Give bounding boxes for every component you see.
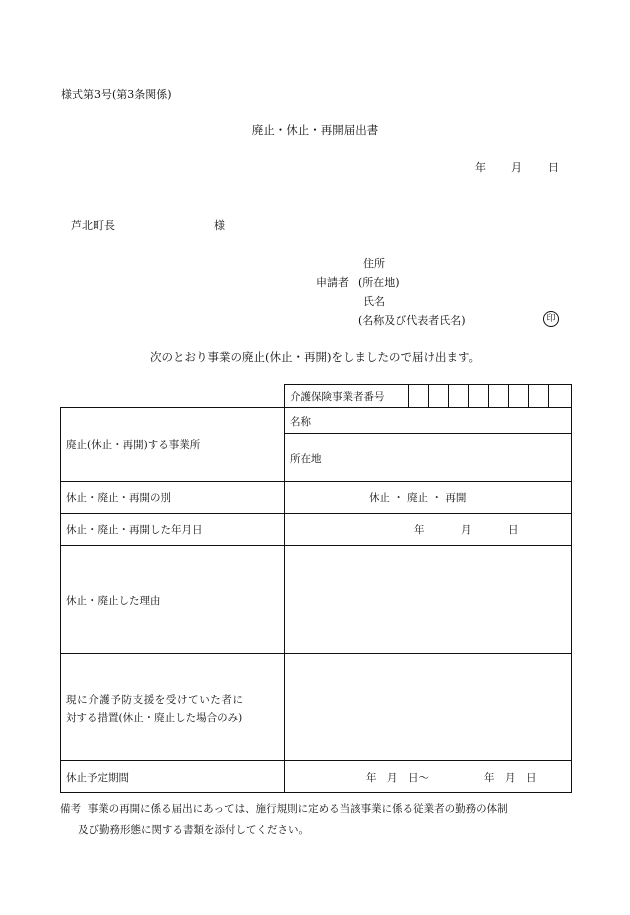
document-title: 廃止・休止・再開届出書 xyxy=(251,123,379,137)
date-value-day: 日 xyxy=(508,524,519,536)
remarks-line2: 及び勤務形態に関する書類を添付してください。 xyxy=(78,824,309,836)
number-box-divider xyxy=(408,384,409,408)
period-start: 年 月 日〜 xyxy=(366,772,429,784)
type-label: 休止・廃止・再開の別 xyxy=(66,492,171,504)
facility-name-label: 名称 xyxy=(290,416,311,428)
table-line xyxy=(571,384,572,793)
measures-label-line2: 対する措置(休止・廃止した場合のみ) xyxy=(66,712,243,724)
addressee-honorific: 様 xyxy=(214,219,225,232)
table-line xyxy=(60,760,572,761)
table-line xyxy=(60,653,572,654)
measures-label-line1: 現に介護予防支援を受けていた者に xyxy=(66,694,244,706)
table-line xyxy=(60,545,572,546)
facility-location-input[interactable] xyxy=(340,442,568,476)
date-day: 日 xyxy=(548,161,559,174)
period-end: 年 月 日 xyxy=(484,772,537,784)
remarks xyxy=(60,799,580,841)
form-number: 様式第3号(第3条関係) xyxy=(61,88,172,101)
table-line xyxy=(284,433,572,434)
date-label: 休止・廃止・再開した年月日 xyxy=(66,524,203,536)
reason-input[interactable] xyxy=(286,547,570,651)
address-label: 住所 xyxy=(363,257,385,270)
remarks-line1: 事業の再開に係る届出にあっては、施行規則に定める当該事業に係る従業者の勤務の体制 xyxy=(87,803,508,815)
addressee-name: 芦北町長 xyxy=(71,219,115,232)
representative-label: (名称及び代表者氏名) xyxy=(358,314,466,327)
table-line xyxy=(60,407,61,793)
facility-location-label: 所在地 xyxy=(290,453,322,465)
table-line xyxy=(284,384,285,793)
date-value-month: 月 xyxy=(461,524,472,536)
table-line xyxy=(60,513,572,514)
facility-name-input[interactable] xyxy=(330,410,568,430)
location-label: (所在地) xyxy=(358,276,400,289)
type-options[interactable]: 休止 ・ 廃止 ・ 再開 xyxy=(369,492,467,504)
reason-label: 休止・廃止した理由 xyxy=(66,595,161,607)
date-year: 年 xyxy=(475,161,486,174)
provider-number-label: 介護保険事業者番号 xyxy=(290,391,385,403)
notification-table xyxy=(60,384,572,793)
applicant-label: 申請者 xyxy=(316,276,349,289)
table-line xyxy=(60,481,572,482)
table-line xyxy=(60,792,572,793)
provider-number-input[interactable] xyxy=(410,386,568,405)
seal-mark: 印 xyxy=(543,311,559,327)
name-label: 氏名 xyxy=(363,295,385,308)
facility-label: 廃止(休止・再開)する事業所 xyxy=(66,439,201,451)
date-month: 月 xyxy=(511,161,522,174)
remarks-label: 備考 xyxy=(60,803,81,815)
table-line xyxy=(60,407,572,408)
period-label: 休止予定期間 xyxy=(66,772,129,784)
date-value-year: 年 xyxy=(414,524,425,536)
measures-input[interactable] xyxy=(286,655,570,758)
intro-text: 次のとおり事業の廃止(休止・再開)をしましたので届け出ます。 xyxy=(149,350,481,364)
